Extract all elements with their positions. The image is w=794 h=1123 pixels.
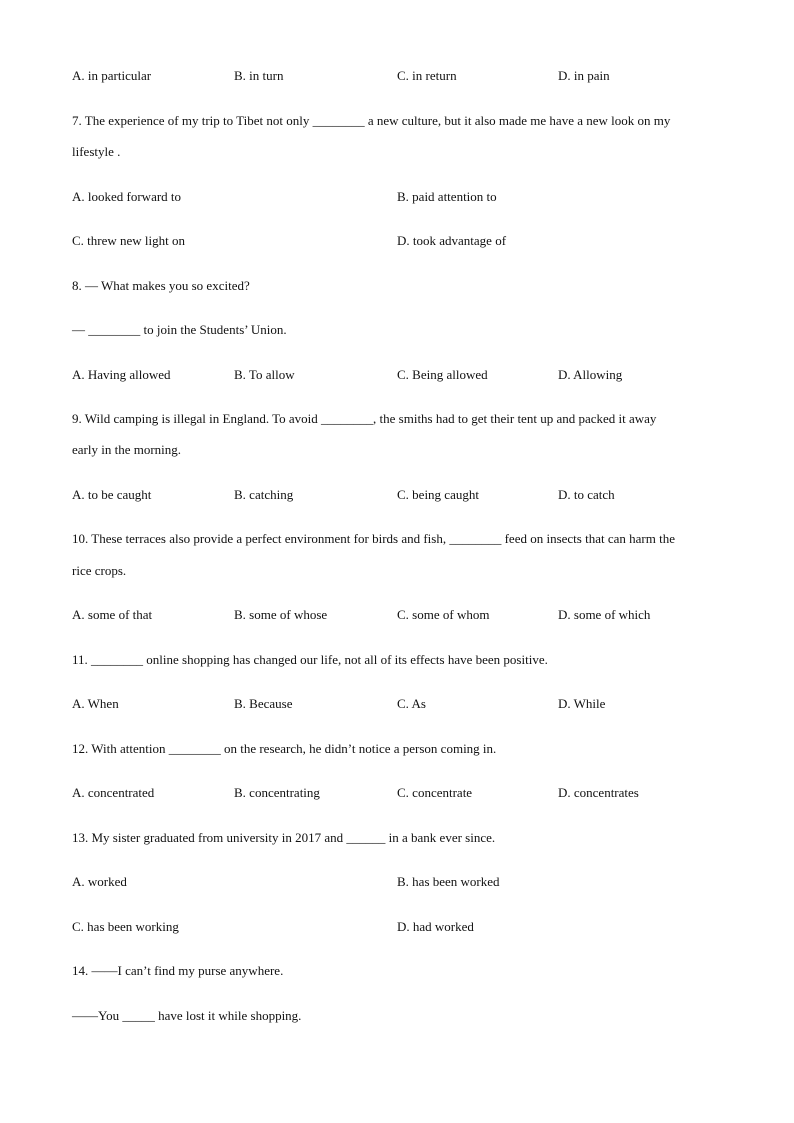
q13-stem-line1: 13. My sister graduated from university in 2017 and ______ in a bank ever since. — [72, 830, 496, 845]
q7-option-d: D. took advantage of — [397, 233, 507, 248]
q8-option-d: D. Allowing — [558, 367, 623, 382]
q11-option-d: D. While — [558, 696, 606, 711]
top-option-b: B. in turn — [234, 68, 284, 83]
q7-option-a: A. looked forward to — [72, 189, 182, 204]
q13-option-d: D. had worked — [397, 919, 474, 934]
q7-option-c: C. threw new light on — [72, 233, 186, 248]
q12-stem-line1: 12. With attention ________ on the research, he didn’t notice a person coming in. — [72, 741, 497, 756]
q11-option-a: A. When — [72, 696, 119, 711]
q9-option-c: C. being caught — [397, 487, 479, 502]
q12-option-a: A. concentrated — [72, 785, 155, 800]
top-option-a: A. in particular — [72, 68, 152, 83]
q8-option-b: B. To allow — [234, 367, 295, 382]
top-option-c: C. in return — [397, 68, 457, 83]
q7-stem-line2: lifestyle . — [72, 144, 121, 159]
q11-option-b: B. Because — [234, 696, 293, 711]
q10-option-c: C. some of whom — [397, 607, 490, 622]
q7-stem-line1: 7. The experience of my trip to Tibet not only ________ a new culture, but it also made me have a new look on my — [72, 113, 671, 128]
q11-option-c: C. As — [397, 696, 426, 711]
top-option-d: D. in pain — [558, 68, 610, 83]
q9-option-d: D. to catch — [558, 487, 615, 502]
q13-option-c: C. has been working — [72, 919, 179, 934]
q10-stem-line1: 10. These terraces also provide a perfect environment for birds and fish, ________ feed on insects that can harm the — [72, 531, 675, 546]
q13-option-b: B. has been worked — [397, 874, 500, 889]
q10-option-b: B. some of whose — [234, 607, 328, 622]
q8-option-c: C. Being allowed — [397, 367, 488, 382]
q12-option-b: B. concentrating — [234, 785, 320, 800]
q9-stem-line1: 9. Wild camping is illegal in England. To avoid ________, the smiths had to get their tent up and packed it away — [72, 411, 657, 426]
q8-stem-line2: — ________ to join the Students’ Union. — [72, 322, 287, 337]
q8-option-a: A. Having allowed — [72, 367, 171, 382]
q11-stem-line1: 11. ________ online shopping has changed our life, not all of its effects have been positive. — [72, 652, 548, 667]
q14-stem-line2: ——You _____ have lost it while shopping. — [72, 1008, 302, 1023]
q8-stem-line1: 8. — What makes you so excited? — [72, 278, 250, 293]
q7-option-b: B. paid attention to — [397, 189, 497, 204]
q9-option-b: B. catching — [234, 487, 294, 502]
q10-option-d: D. some of which — [558, 607, 651, 622]
q10-stem-line2: rice crops. — [72, 563, 127, 578]
q9-option-a: A. to be caught — [72, 487, 152, 502]
q12-option-d: D. concentrates — [558, 785, 639, 800]
q9-stem-line2: early in the morning. — [72, 442, 182, 457]
q12-option-c: C. concentrate — [397, 785, 473, 800]
q14-stem-line1: 14. ——I can’t find my purse anywhere. — [72, 963, 284, 978]
q10-option-a: A. some of that — [72, 607, 153, 622]
q13-option-a: A. worked — [72, 874, 127, 889]
